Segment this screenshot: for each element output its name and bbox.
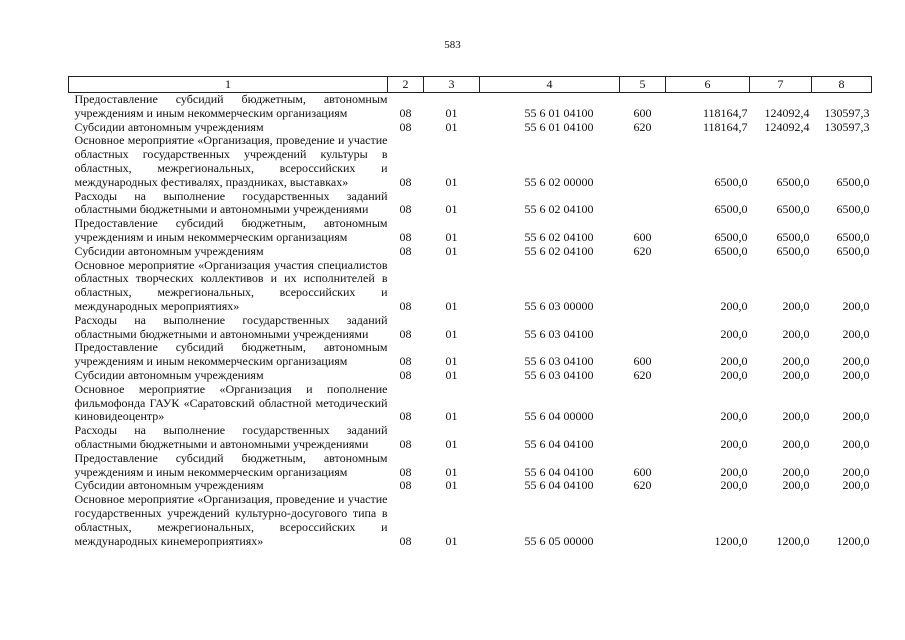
row-expense-type <box>620 134 666 189</box>
row-name: Предоставление субсидий бюджетным, автономным учреждениям и иным некоммерческим организациям <box>74 450 388 479</box>
row-expense-type: 620 <box>633 119 652 134</box>
row-amount-col8: 130597,3 <box>824 105 870 120</box>
table-row <box>69 93 872 121</box>
row-section: 08 <box>399 243 412 258</box>
row-expense-type <box>620 314 666 342</box>
row-amount-col6: 200,0 <box>720 354 748 369</box>
row-target-article: 55 6 04 04100 <box>524 436 594 451</box>
row-subsection: 01 <box>445 229 458 244</box>
row-name: Расходы на выполнение государственных заданий областными бюджетными и автономными учреждениями <box>74 312 388 341</box>
row-name: Субсидии автономным учреждениям <box>74 367 264 382</box>
row-amount-col7: 6500,0 <box>776 202 810 217</box>
row-subsection: 01 <box>445 298 458 313</box>
row-target-article: 55 6 05 00000 <box>524 533 594 548</box>
row-subsection: 01 <box>445 464 458 479</box>
row-expense-type <box>620 190 666 218</box>
row-subsection: 01 <box>445 174 458 189</box>
row-name: Основное мероприятие «Организация, проведение и участие государственных учреждений культурно-досугового типа в областных, межрегиональных, всероссийских и международных кинемероприятиях» <box>74 492 388 548</box>
row-amount-col6: 1200,0 <box>714 533 748 548</box>
row-amount-col7: 200,0 <box>782 298 810 313</box>
row-amount-col7: 200,0 <box>782 478 810 493</box>
table-row <box>69 341 872 369</box>
row-amount-col6: 200,0 <box>720 367 748 382</box>
table-row <box>69 259 872 314</box>
row-subsection: 01 <box>445 478 458 493</box>
row-expense-type <box>620 493 666 548</box>
row-section: 08 <box>399 409 412 424</box>
row-section: 08 <box>399 354 412 369</box>
row-target-article: 55 6 02 04100 <box>524 243 594 258</box>
row-amount-col7: 6500,0 <box>776 229 810 244</box>
row-amount-col8: 200,0 <box>842 326 870 341</box>
row-subsection: 01 <box>445 409 458 424</box>
table-row <box>69 493 872 548</box>
row-section: 08 <box>399 174 412 189</box>
row-name: Субсидии автономным учреждениям <box>74 119 264 134</box>
row-expense-type: 620 <box>633 367 652 382</box>
row-amount-col6: 200,0 <box>720 478 748 493</box>
row-target-article: 55 6 03 00000 <box>524 298 594 313</box>
row-section: 08 <box>399 326 412 341</box>
row-name: Основное мероприятие «Организация, проведение и участие областных государственных учреждений культуры в областных, межрегиональных, всероссийских и международных фестивалях, праздниках, выставках» <box>74 133 388 189</box>
budget-table <box>68 76 872 548</box>
row-subsection: 01 <box>445 367 458 382</box>
row-amount-col6: 200,0 <box>720 326 748 341</box>
row-amount-col7: 200,0 <box>782 436 810 451</box>
row-name: Субсидии автономным учреждениям <box>74 478 264 493</box>
row-amount-col7: 200,0 <box>782 354 810 369</box>
row-expense-type: 600 <box>633 464 652 479</box>
row-amount-col8: 200,0 <box>842 354 870 369</box>
column-header: 2 <box>388 77 424 93</box>
table-row <box>69 121 872 135</box>
row-name: Предоставление субсидий бюджетным, автономным учреждениям и иным некоммерческим организациям <box>74 92 388 120</box>
row-name: Расходы на выполнение государственных заданий областными бюджетными и автономными учреждениями <box>74 423 388 451</box>
row-amount-col6: 200,0 <box>720 464 748 479</box>
row-expense-type: 620 <box>633 478 652 493</box>
row-expense-type <box>620 259 666 314</box>
row-amount-col8: 6500,0 <box>836 229 870 244</box>
header-row <box>69 77 872 93</box>
column-header: 7 <box>750 77 812 93</box>
table-body <box>69 93 872 549</box>
column-header: 5 <box>620 77 666 93</box>
row-amount-col6: 118164,7 <box>702 119 748 134</box>
row-amount-col7: 200,0 <box>782 326 810 341</box>
row-expense-type <box>620 424 666 452</box>
row-amount-col6: 6500,0 <box>714 243 748 258</box>
row-name: Субсидии автономным учреждениям <box>74 243 264 258</box>
row-subsection: 01 <box>445 436 458 451</box>
row-amount-col8: 6500,0 <box>836 243 870 258</box>
row-amount-col8: 200,0 <box>842 298 870 313</box>
table-row <box>69 424 872 452</box>
row-subsection: 01 <box>445 119 458 134</box>
row-amount-col6: 6500,0 <box>714 174 748 189</box>
row-amount-col8: 6500,0 <box>836 202 870 217</box>
row-amount-col6: 118164,7 <box>702 105 748 120</box>
row-subsection: 01 <box>445 105 458 120</box>
table-row <box>69 314 872 342</box>
page-number: 583 <box>444 39 461 51</box>
row-target-article: 55 6 03 04100 <box>524 354 594 369</box>
row-name: Основное мероприятие «Организация участия специалистов областных творческих коллективов и их исполнителей в областных, межрегиональных, всероссийских и международных мероприятиях» <box>74 257 388 313</box>
row-target-article: 55 6 03 04100 <box>524 326 594 341</box>
row-amount-col7: 6500,0 <box>776 243 810 258</box>
column-header: 3 <box>424 77 480 93</box>
row-subsection: 01 <box>445 354 458 369</box>
row-amount-col7: 200,0 <box>782 367 810 382</box>
row-target-article: 55 6 01 04100 <box>524 105 594 120</box>
row-section: 08 <box>399 298 412 313</box>
row-amount-col7: 124092,4 <box>764 119 810 134</box>
row-target-article: 55 6 02 04100 <box>524 202 594 217</box>
row-section: 08 <box>399 202 412 217</box>
row-amount-col6: 200,0 <box>720 409 748 424</box>
row-amount-col6: 6500,0 <box>714 229 748 244</box>
row-section: 08 <box>399 105 412 120</box>
row-name: Предоставление субсидий бюджетным, автономным учреждениям и иным некоммерческим организациям <box>74 340 388 369</box>
row-amount-col7: 1200,0 <box>776 533 810 548</box>
row-subsection: 01 <box>445 326 458 341</box>
row-name: Основное мероприятие «Организация и пополнение фильмофонда ГАУК «Саратовский областной методический киновидеоцентр» <box>74 381 388 424</box>
row-section: 08 <box>399 119 412 134</box>
row-amount-col8: 200,0 <box>842 409 870 424</box>
row-section: 08 <box>399 229 412 244</box>
row-section: 08 <box>399 436 412 451</box>
row-amount-col7: 6500,0 <box>776 174 810 189</box>
row-name: Предоставление субсидий бюджетным, автономным учреждениям и иным некоммерческим организациям <box>74 216 388 244</box>
row-amount-col8: 6500,0 <box>836 174 870 189</box>
row-amount-col8: 1200,0 <box>836 533 870 548</box>
column-header: 1 <box>69 77 388 93</box>
row-amount-col6: 6500,0 <box>714 202 748 217</box>
row-amount-col7: 124092,4 <box>764 105 810 120</box>
row-section: 08 <box>399 464 412 479</box>
table-row <box>69 217 872 245</box>
row-amount-col8: 200,0 <box>842 478 870 493</box>
row-target-article: 55 6 02 00000 <box>524 174 594 189</box>
row-target-article: 55 6 04 00000 <box>524 409 594 424</box>
row-amount-col7: 200,0 <box>782 464 810 479</box>
row-expense-type: 600 <box>633 229 652 244</box>
row-amount-col8: 200,0 <box>842 436 870 451</box>
row-expense-type: 600 <box>633 105 652 120</box>
row-amount-col8: 200,0 <box>842 464 870 479</box>
row-subsection: 01 <box>445 533 458 548</box>
row-amount-col7: 200,0 <box>782 409 810 424</box>
table-row <box>69 383 872 424</box>
row-amount-col6: 200,0 <box>720 436 748 451</box>
row-amount-col8: 200,0 <box>842 367 870 382</box>
column-header: 4 <box>480 77 620 93</box>
row-target-article: 55 6 04 04100 <box>524 478 594 493</box>
table-row <box>69 452 872 480</box>
row-section: 08 <box>399 533 412 548</box>
row-target-article: 55 6 02 04100 <box>524 229 594 244</box>
table-row <box>69 245 872 259</box>
row-amount-col8: 130597,3 <box>824 119 870 134</box>
row-expense-type: 620 <box>633 243 652 258</box>
row-section: 08 <box>399 478 412 493</box>
table-row <box>69 190 872 218</box>
table-row <box>69 369 872 383</box>
column-header: 8 <box>812 77 872 93</box>
row-section: 08 <box>399 367 412 382</box>
table-row <box>69 479 872 493</box>
row-target-article: 55 6 01 04100 <box>524 119 594 134</box>
row-amount-col6: 200,0 <box>720 298 748 313</box>
row-target-article: 55 6 03 04100 <box>524 367 594 382</box>
row-expense-type <box>620 383 666 424</box>
row-name: Расходы на выполнение государственных заданий областными бюджетными и автономными учреждениями <box>74 188 388 217</box>
row-subsection: 01 <box>445 202 458 217</box>
row-expense-type: 600 <box>633 354 652 369</box>
table-row <box>69 134 872 189</box>
row-target-article: 55 6 04 04100 <box>524 464 594 479</box>
row-subsection: 01 <box>445 243 458 258</box>
column-header: 6 <box>666 77 750 93</box>
